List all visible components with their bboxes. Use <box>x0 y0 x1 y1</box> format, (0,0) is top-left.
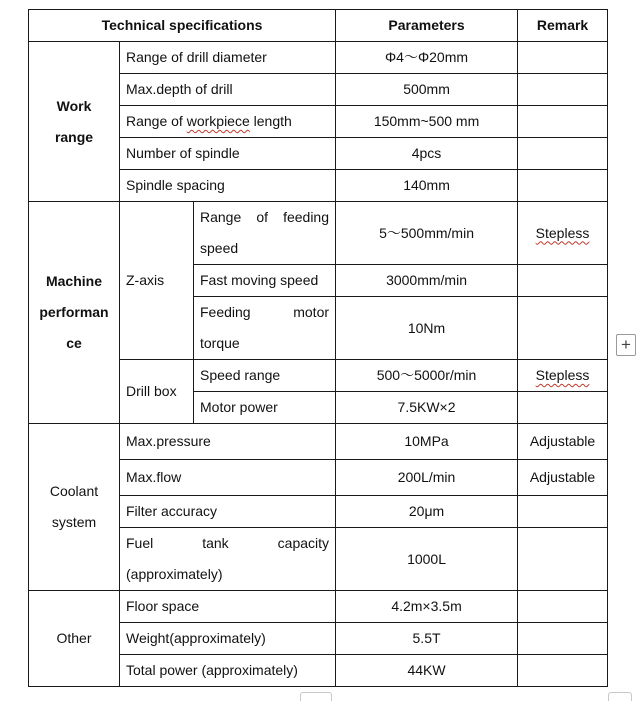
spec-remark <box>518 591 608 623</box>
spec-name: Range of feeding speed <box>194 202 336 265</box>
table-row <box>29 202 608 265</box>
table-row <box>29 42 608 74</box>
header-parameters: Parameters <box>336 10 518 42</box>
spec-remark <box>518 42 608 74</box>
spec-remark <box>518 202 608 265</box>
spec-name: Max.flow <box>120 460 336 496</box>
spec-remark: Adjustable <box>518 424 608 460</box>
spec-remark <box>518 655 608 687</box>
spec-name: Number of spindle <box>120 138 336 170</box>
subgroup-z-axis: Z-axis <box>120 202 194 360</box>
spec-name: Floor space <box>120 591 336 623</box>
table-row <box>29 424 608 460</box>
group-machine-performance: Machine performan ce <box>29 202 120 424</box>
column-resize-handle[interactable] <box>300 692 332 701</box>
group-work-range: Work range <box>29 42 120 202</box>
spec-remark <box>518 74 608 106</box>
spec-name: Speed range <box>194 360 336 392</box>
spec-param: 4.2m×3.5m <box>336 591 518 623</box>
spec-param: 140mm <box>336 170 518 202</box>
header-remark: Remark <box>518 10 608 42</box>
spellcheck-word: Stepless <box>535 367 590 383</box>
spec-param: 5.5T <box>336 623 518 655</box>
spellcheck-word: workpiece <box>186 113 250 129</box>
spec-param: 5～500mm/min <box>336 202 518 265</box>
group-other: Other <box>29 591 120 687</box>
add-row-button[interactable] <box>616 334 636 356</box>
spec-name: Filter accuracy <box>120 496 336 528</box>
subgroup-drill-box: Drill box <box>120 360 194 424</box>
spec-param: 500～5000r/min <box>336 360 518 392</box>
spec-name: Feeding motor torque <box>194 297 336 360</box>
spec-remark <box>518 138 608 170</box>
spec-param: 44KW <box>336 655 518 687</box>
spec-remark <box>518 297 608 360</box>
spec-remark <box>518 265 608 297</box>
spec-remark <box>518 392 608 424</box>
spec-param: 1000L <box>336 528 518 591</box>
plus-icon: + <box>621 335 631 354</box>
spec-name: Weight(approximately) <box>120 623 336 655</box>
spec-name: Spindle spacing <box>120 170 336 202</box>
spec-remark <box>518 528 608 591</box>
spec-name: Motor power <box>194 392 336 424</box>
table-header-row <box>29 10 608 42</box>
column-resize-handle[interactable] <box>608 692 632 701</box>
spellcheck-word: Stepless <box>535 224 590 241</box>
header-technical-specifications: Technical specifications <box>29 10 336 42</box>
table-row <box>29 591 608 623</box>
spec-remark <box>518 170 608 202</box>
spec-param: Φ4～Φ20mm <box>336 42 518 74</box>
group-coolant-system: Coolant system <box>29 424 120 591</box>
spec-param: 500mm <box>336 74 518 106</box>
spec-param: 150mm~500 mm <box>336 106 518 138</box>
spec-param: 10Nm <box>336 297 518 360</box>
spec-remark <box>518 496 608 528</box>
spec-param: 20μm <box>336 496 518 528</box>
spec-name: Fuel tank capacity (approximately) <box>120 528 336 591</box>
spec-param: 10MPa <box>336 424 518 460</box>
spec-remark: Adjustable <box>518 460 608 496</box>
spec-remark <box>518 360 608 392</box>
spec-name: Range of drill diameter <box>120 42 336 74</box>
spec-name: Fast moving speed <box>194 265 336 297</box>
spec-param: 3000mm/min <box>336 265 518 297</box>
spec-param: 4pcs <box>336 138 518 170</box>
spec-table <box>28 9 608 687</box>
spec-param: 200L/min <box>336 460 518 496</box>
spec-remark <box>518 623 608 655</box>
spec-name: Total power (approximately) <box>120 655 336 687</box>
spec-param: 7.5KW×2 <box>336 392 518 424</box>
spec-remark <box>518 106 608 138</box>
spec-name: Max.pressure <box>120 424 336 460</box>
spec-name: Max.depth of drill <box>120 74 336 106</box>
spec-name: Range of workpiece length <box>120 106 336 138</box>
